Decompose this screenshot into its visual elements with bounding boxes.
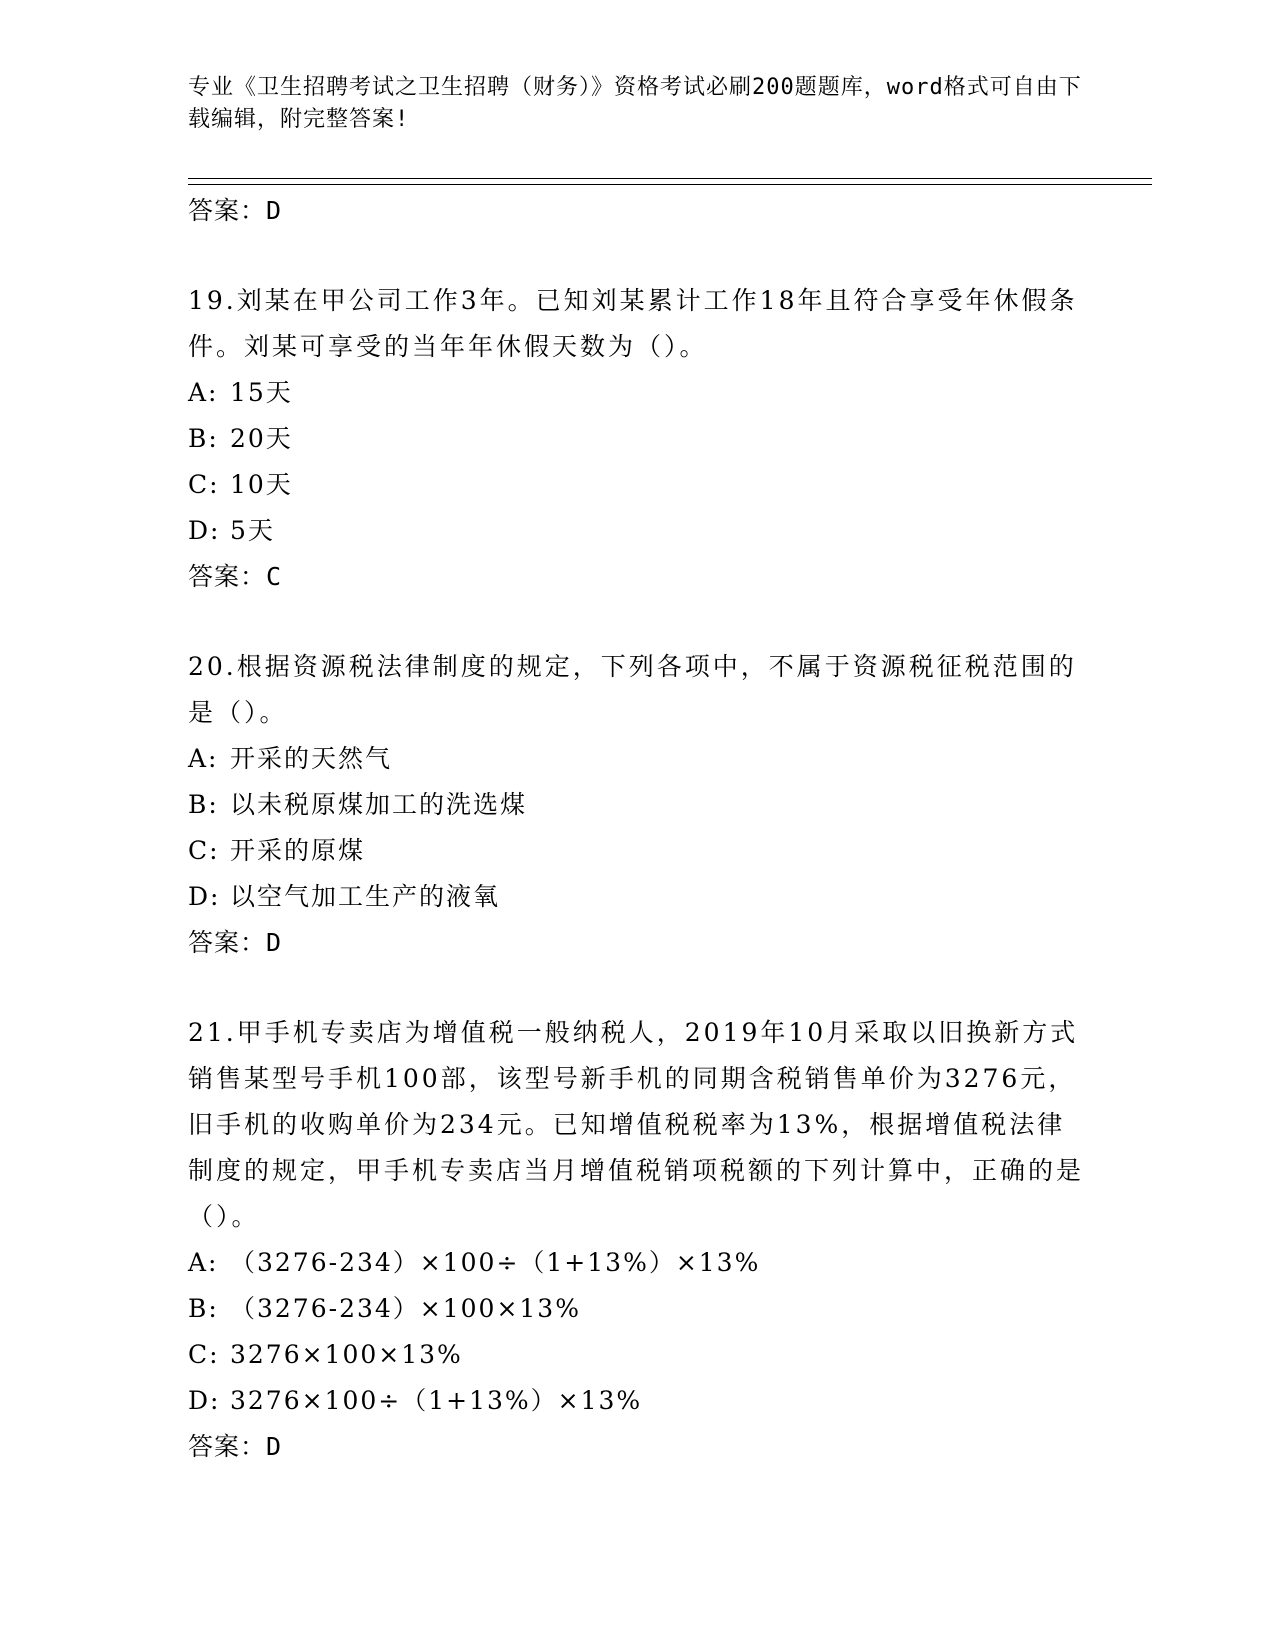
question-text: 20.根据资源税法律制度的规定，下列各项中，不属于资源税征税范围的是（）。: [188, 652, 1077, 727]
answer-line: 答案：D: [188, 196, 283, 225]
option-letter: D:: [188, 1386, 221, 1415]
option-c: [188, 828, 1088, 874]
option-b: [188, 1286, 1088, 1332]
option-letter: A:: [188, 744, 219, 773]
option-text: 3276×100×13%: [230, 1340, 463, 1369]
answer-line: 答案：D: [188, 1432, 283, 1461]
header-divider-bottom: [188, 184, 1152, 185]
option-text: 以空气加工生产的液氧: [230, 882, 501, 911]
option-text: 开采的原煤: [230, 836, 366, 865]
option-letter: C:: [188, 470, 220, 499]
option-c: [188, 462, 1088, 508]
option-a: [188, 370, 1088, 416]
option-b: [188, 782, 1088, 828]
option-letter: A:: [188, 1248, 219, 1277]
question-block: [188, 1010, 1088, 1470]
option-d: [188, 874, 1088, 920]
option-letter: D:: [188, 516, 221, 545]
question-text: 19.刘某在甲公司工作3年。已知刘某累计工作18年且符合享受年休假条件。刘某可享受的当年年休假天数为（）。: [188, 286, 1078, 361]
option-text: 以未税原煤加工的洗选煤: [230, 790, 528, 819]
option-text: 15天: [230, 378, 293, 407]
option-letter: B:: [188, 424, 219, 453]
option-a: [188, 736, 1088, 782]
option-text: 开采的天然气: [230, 744, 393, 773]
option-text: （3276-234）×100×13%: [230, 1294, 581, 1323]
option-letter: B:: [188, 1294, 219, 1323]
option-letter: C:: [188, 836, 220, 865]
content-area: [188, 188, 1088, 1470]
question-text: 21.甲手机专卖店为增值税一般纳税人，2019年10月采取以旧换新方式销售某型号手机100部，该型号新手机的同期含税销售单价为3276元，旧手机的收购单价为234元。已知增值税税率为13%，根据增值税法律制度的规定，甲手机专卖店当月增值税销项税额的下列计算中，正确的是（）。: [188, 1018, 1085, 1231]
option-a: [188, 1240, 1088, 1286]
answer-line: 答案：D: [188, 928, 283, 957]
header-divider-top: [188, 178, 1152, 179]
option-text: 3276×100÷（1+13%）×13%: [230, 1386, 643, 1415]
header-title: 专业《卫生招聘考试之卫生招聘（财务）》资格考试必刷200题题库，word格式可自由下载编辑，附完整答案!: [188, 75, 1082, 132]
option-letter: A:: [188, 378, 219, 407]
option-text: 20天: [230, 424, 293, 453]
option-letter: D:: [188, 882, 221, 911]
option-text: 5天: [230, 516, 275, 545]
option-d: [188, 508, 1088, 554]
option-letter: B:: [188, 790, 219, 819]
answer-line: 答案：C: [188, 562, 283, 591]
option-c: [188, 1332, 1088, 1378]
option-letter: C:: [188, 1340, 220, 1369]
option-b: [188, 416, 1088, 462]
option-text: （3276-234）×100÷（1+13%）×13%: [230, 1248, 761, 1277]
option-text: 10天: [230, 470, 293, 499]
question-block: [188, 278, 1088, 600]
question-block: [188, 644, 1088, 966]
option-d: [188, 1378, 1088, 1424]
